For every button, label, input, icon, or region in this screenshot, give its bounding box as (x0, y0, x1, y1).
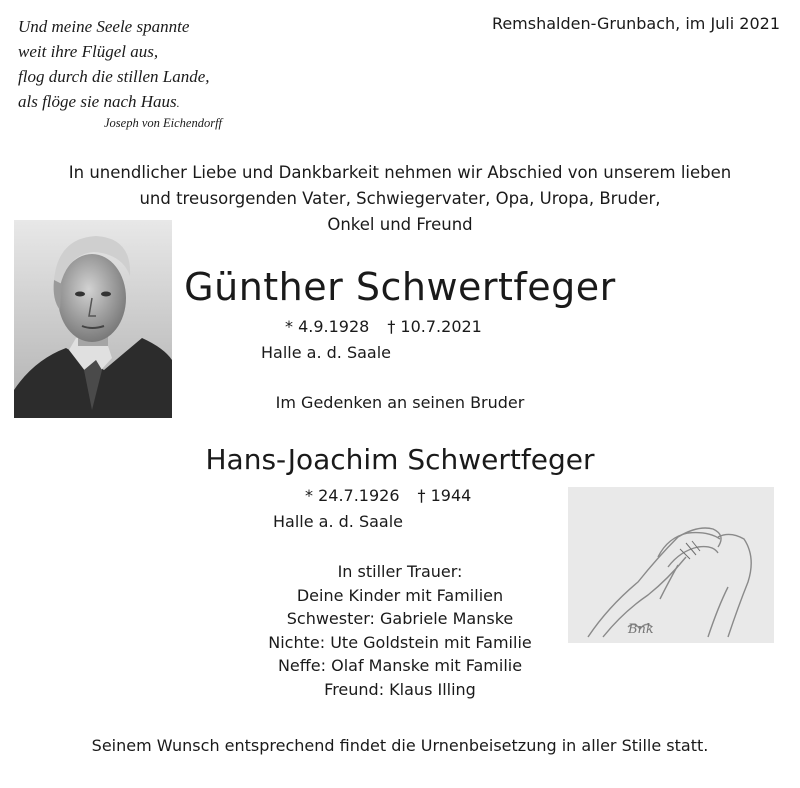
poem-line: Und meine Seele spannte (18, 17, 190, 36)
mourners-list (0, 560, 800, 701)
mourner-line: Nichte: Ute Goldstein mit Familie (268, 632, 532, 652)
portrait-photo (14, 220, 172, 418)
place-date: Remshalden-Grunbach, im Juli 2021 (491, 14, 780, 33)
poem-author: Joseph von Eichendorff (104, 116, 223, 130)
brother-dates (305, 486, 471, 505)
birth-date: * 4.9.1928 (285, 317, 370, 336)
memorial-line: Im Gedenken an seinen Bruder (275, 393, 525, 412)
poem-line-text: als flöge sie nach Haus (18, 92, 177, 111)
poem-end-mark: . (176, 96, 180, 110)
poem-line: flog durch die stillen Lande, (18, 67, 210, 86)
poem-line (18, 89, 210, 116)
brother-birthplace: Halle a. d. Saale (273, 512, 404, 531)
drawing-signature: Bnk (628, 622, 654, 637)
death-date: † 10.7.2021 (387, 317, 482, 336)
footer-note: Seinem Wunsch entsprechend findet die Urnenbeisetzung in aller Stille statt. (91, 736, 709, 755)
brother-death-date: † 1944 (417, 486, 472, 505)
intro-line: Onkel und Freund (327, 215, 473, 234)
brother-birth-date: * 24.7.1926 (305, 486, 400, 505)
brother-name: Hans-Joachim Schwertfeger (205, 443, 595, 476)
mourner-line: Neffe: Olaf Manske mit Familie (277, 656, 523, 675)
mourners-heading: In stiller Trauer: (337, 562, 463, 581)
mourner-line: Deine Kinder mit Familien (296, 585, 504, 605)
deceased-birthplace: Halle a. d. Saale (261, 343, 392, 362)
intro-line: und treusorgenden Vater, Schwiegervater, Opa, Uropa, Bruder, (139, 189, 661, 208)
mourner-line: Freund: Klaus Illing (324, 679, 476, 699)
mourner-line: Schwester: Gabriele Manske (286, 609, 514, 628)
intro-line: In unendlicher Liebe und Dankbarkeit nehmen wir Abschied von unserem lieben (68, 163, 732, 182)
poem-line: weit ihre Flügel aus, (18, 42, 159, 61)
deceased-name: Günther Schwertfeger (184, 265, 616, 309)
poem (18, 14, 210, 116)
deceased-dates (285, 317, 482, 336)
